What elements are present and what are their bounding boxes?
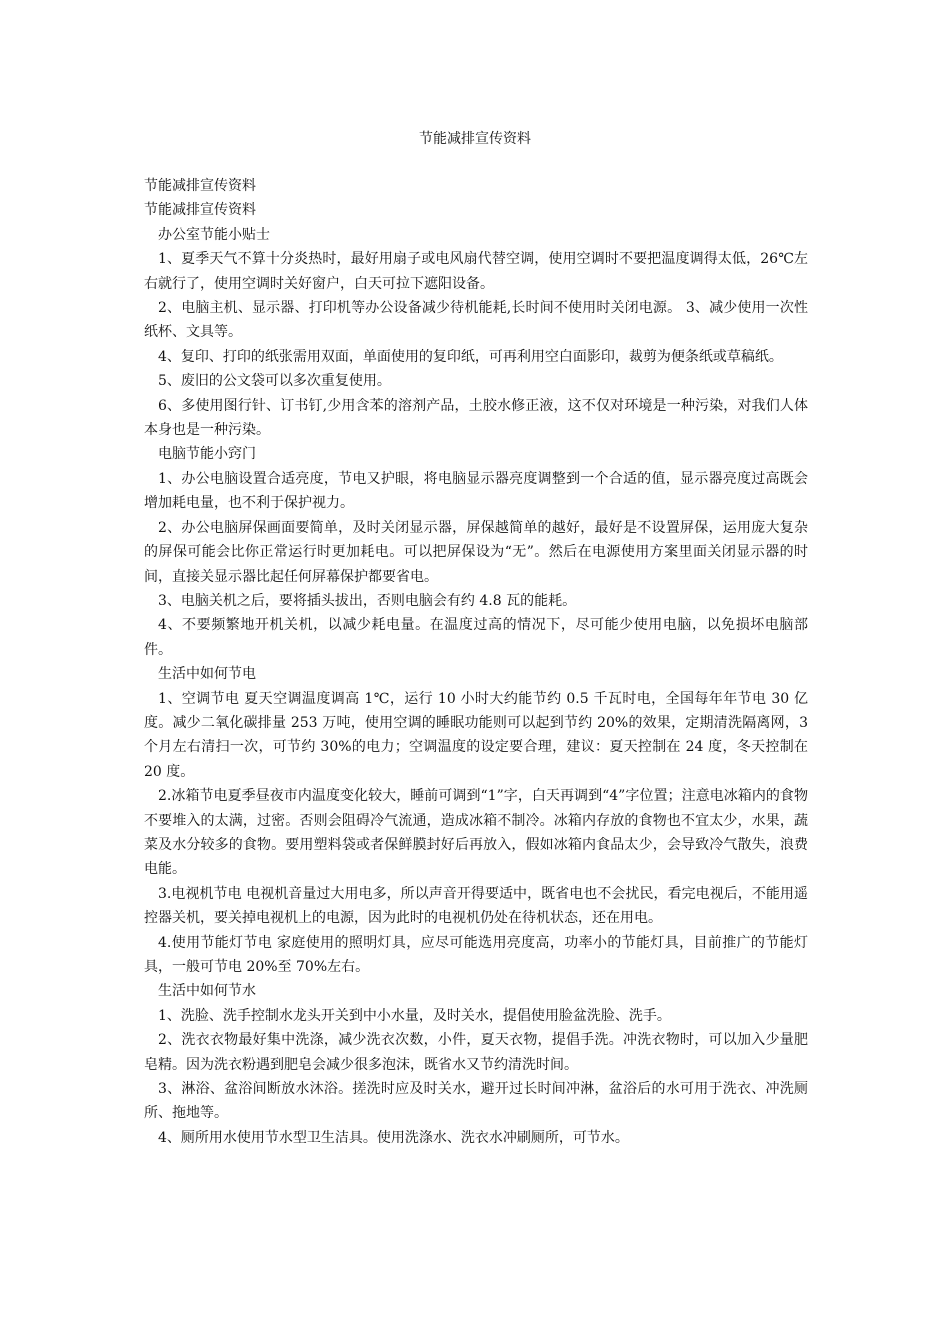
paragraph: 4、厕所用水使用节水型卫生洁具。使用洗涤水、洗衣水冲刷厕所，可节水。 bbox=[158, 1129, 629, 1146]
paragraph: 2、办公电脑屏保画面要简单，及时关闭显示器，屏保越简单的越好，最好是不设置屏保，运用庞大复杂的屏保可能会比你正常运行时更加耗电。可以把屏保设为“无”。然后在电源使用方案里面关闭显示器的时间，直接关显示器比起任何屏幕保护都要省电。 bbox=[144, 519, 808, 585]
paragraph: 2、电脑主机、显示器、打印机等办公设备减少待机能耗,长时间不使用时关闭电源。 3、减少使用一次性纸杯、文具等。 bbox=[144, 300, 808, 341]
paragraph: 5、废旧的公文袋可以多次重复使用。 bbox=[158, 373, 391, 390]
paragraph: 3、淋浴、盆浴间断放水沐浴。搓洗时应及时关水，避开过长时间冲淋，盆浴后的水可用于洗衣、冲洗厕所、拖地等。 bbox=[144, 1081, 808, 1122]
paragraph: 电脑节能小窍门 bbox=[158, 446, 256, 463]
paragraph: 6、多使用图行针、订书钉,少用含苯的溶剂产品，土胶水修正液，这不仅对环境是一种污染，对我们人体本身也是一种污染。 bbox=[144, 397, 808, 439]
paragraph: 2、洗衣衣物最好集中洗涤，减少洗衣次数，小件，夏天衣物，提倡手洗。冲洗衣物时，可以加入少量肥皂精。因为洗衣粉遇到肥皂会减少很多泡沫，既省水又节约清洗时间。 bbox=[144, 1032, 808, 1073]
paragraph: 生活中如何节水 bbox=[158, 983, 256, 1000]
paragraph: 节能减排宣传资料 bbox=[144, 202, 256, 219]
paragraph: 4、复印、打印的纸张需用双面，单面使用的复印纸，可再利用空白面影印，裁剪为便条纸或草稿纸。 bbox=[158, 348, 783, 365]
paragraph: 1、空调节电 夏天空调温度调高 1℃，运行 10 小时大约能节约 0.5 千瓦时电，全国每年年节电 30 亿度。减少二氧化碳排量 253 万吨，使用空调的睡眠功能则可以起到节约 20%的效果，定期清洗隔离网，3 个月左右清扫一次，可节约 30%的电力；空调温度的设定要合理，建议：夏天控制在 24 度，冬天控制在 20 度。 bbox=[144, 690, 808, 780]
paragraph: 4.使用节能灯节电 家庭使用的照明灯具，应尽可能选用亮度高，功率小的节能灯具，目前推广的节能灯具，一般可节电 20%至 70%左右。 bbox=[144, 934, 808, 975]
paragraph: 1、办公电脑设置合适亮度，节电又护眼，将电脑显示器亮度调整到一个合适的值，显示器亮度过高既会增加耗电量，也不利于保护视力。 bbox=[144, 470, 808, 512]
paragraph: 节能减排宣传资料 bbox=[144, 178, 256, 194]
paragraph: 1、夏季天气不算十分炎热时，最好用扇子或电风扇代替空调，使用空调时不要把温度调得太低，26℃左右就行了，使用空调时关好窗户，白天可拉下遮阳设备。 bbox=[144, 251, 808, 292]
paragraph: 3、电脑关机之后，要将插头拔出，否则电脑会有约 4.8 瓦的能耗。 bbox=[158, 592, 577, 609]
paragraph: 1、洗脸、洗手控制水龙头开关到中小水量，及时关水，提倡使用脸盆洗脸、洗手。 bbox=[158, 1007, 671, 1024]
paragraph: 生活中如何节电 bbox=[158, 666, 256, 683]
paragraph: 3.电视机节电 电视机音量过大用电多，所以声音开得要适中，既省电也不会扰民，看完电视后，不能用遥控器关机，要关掉电视机上的电源，因为此时的电视机仍处在待机状态，还在用电。 bbox=[144, 885, 808, 927]
paragraph: 办公室节能小贴士 bbox=[158, 226, 270, 243]
document-title: 节能减排宣传资料 bbox=[419, 131, 531, 147]
paragraph: 4、不要频繁地开机关机，以减少耗电量。在温度过高的情况下，尽可能少使用电脑，以免损坏电脑部件。 bbox=[144, 617, 808, 658]
document-body bbox=[144, 174, 808, 1150]
paragraph: 2.冰箱节电夏季昼夜市内温度变化较大，睡前可调到“1”字，白天再调到“4”字位置；注意电冰箱内的食物不要堆入的太满，过密。否则会阻碍冷气流通，造成冰箱不制冷。冰箱内存放的食物也不宜太少，水果，蔬菜及水分较多的食物。要用塑料袋或者保鲜膜封好后再放入，假如冰箱内食品太少，会导致冷气散失，浪费电能。 bbox=[144, 788, 808, 878]
